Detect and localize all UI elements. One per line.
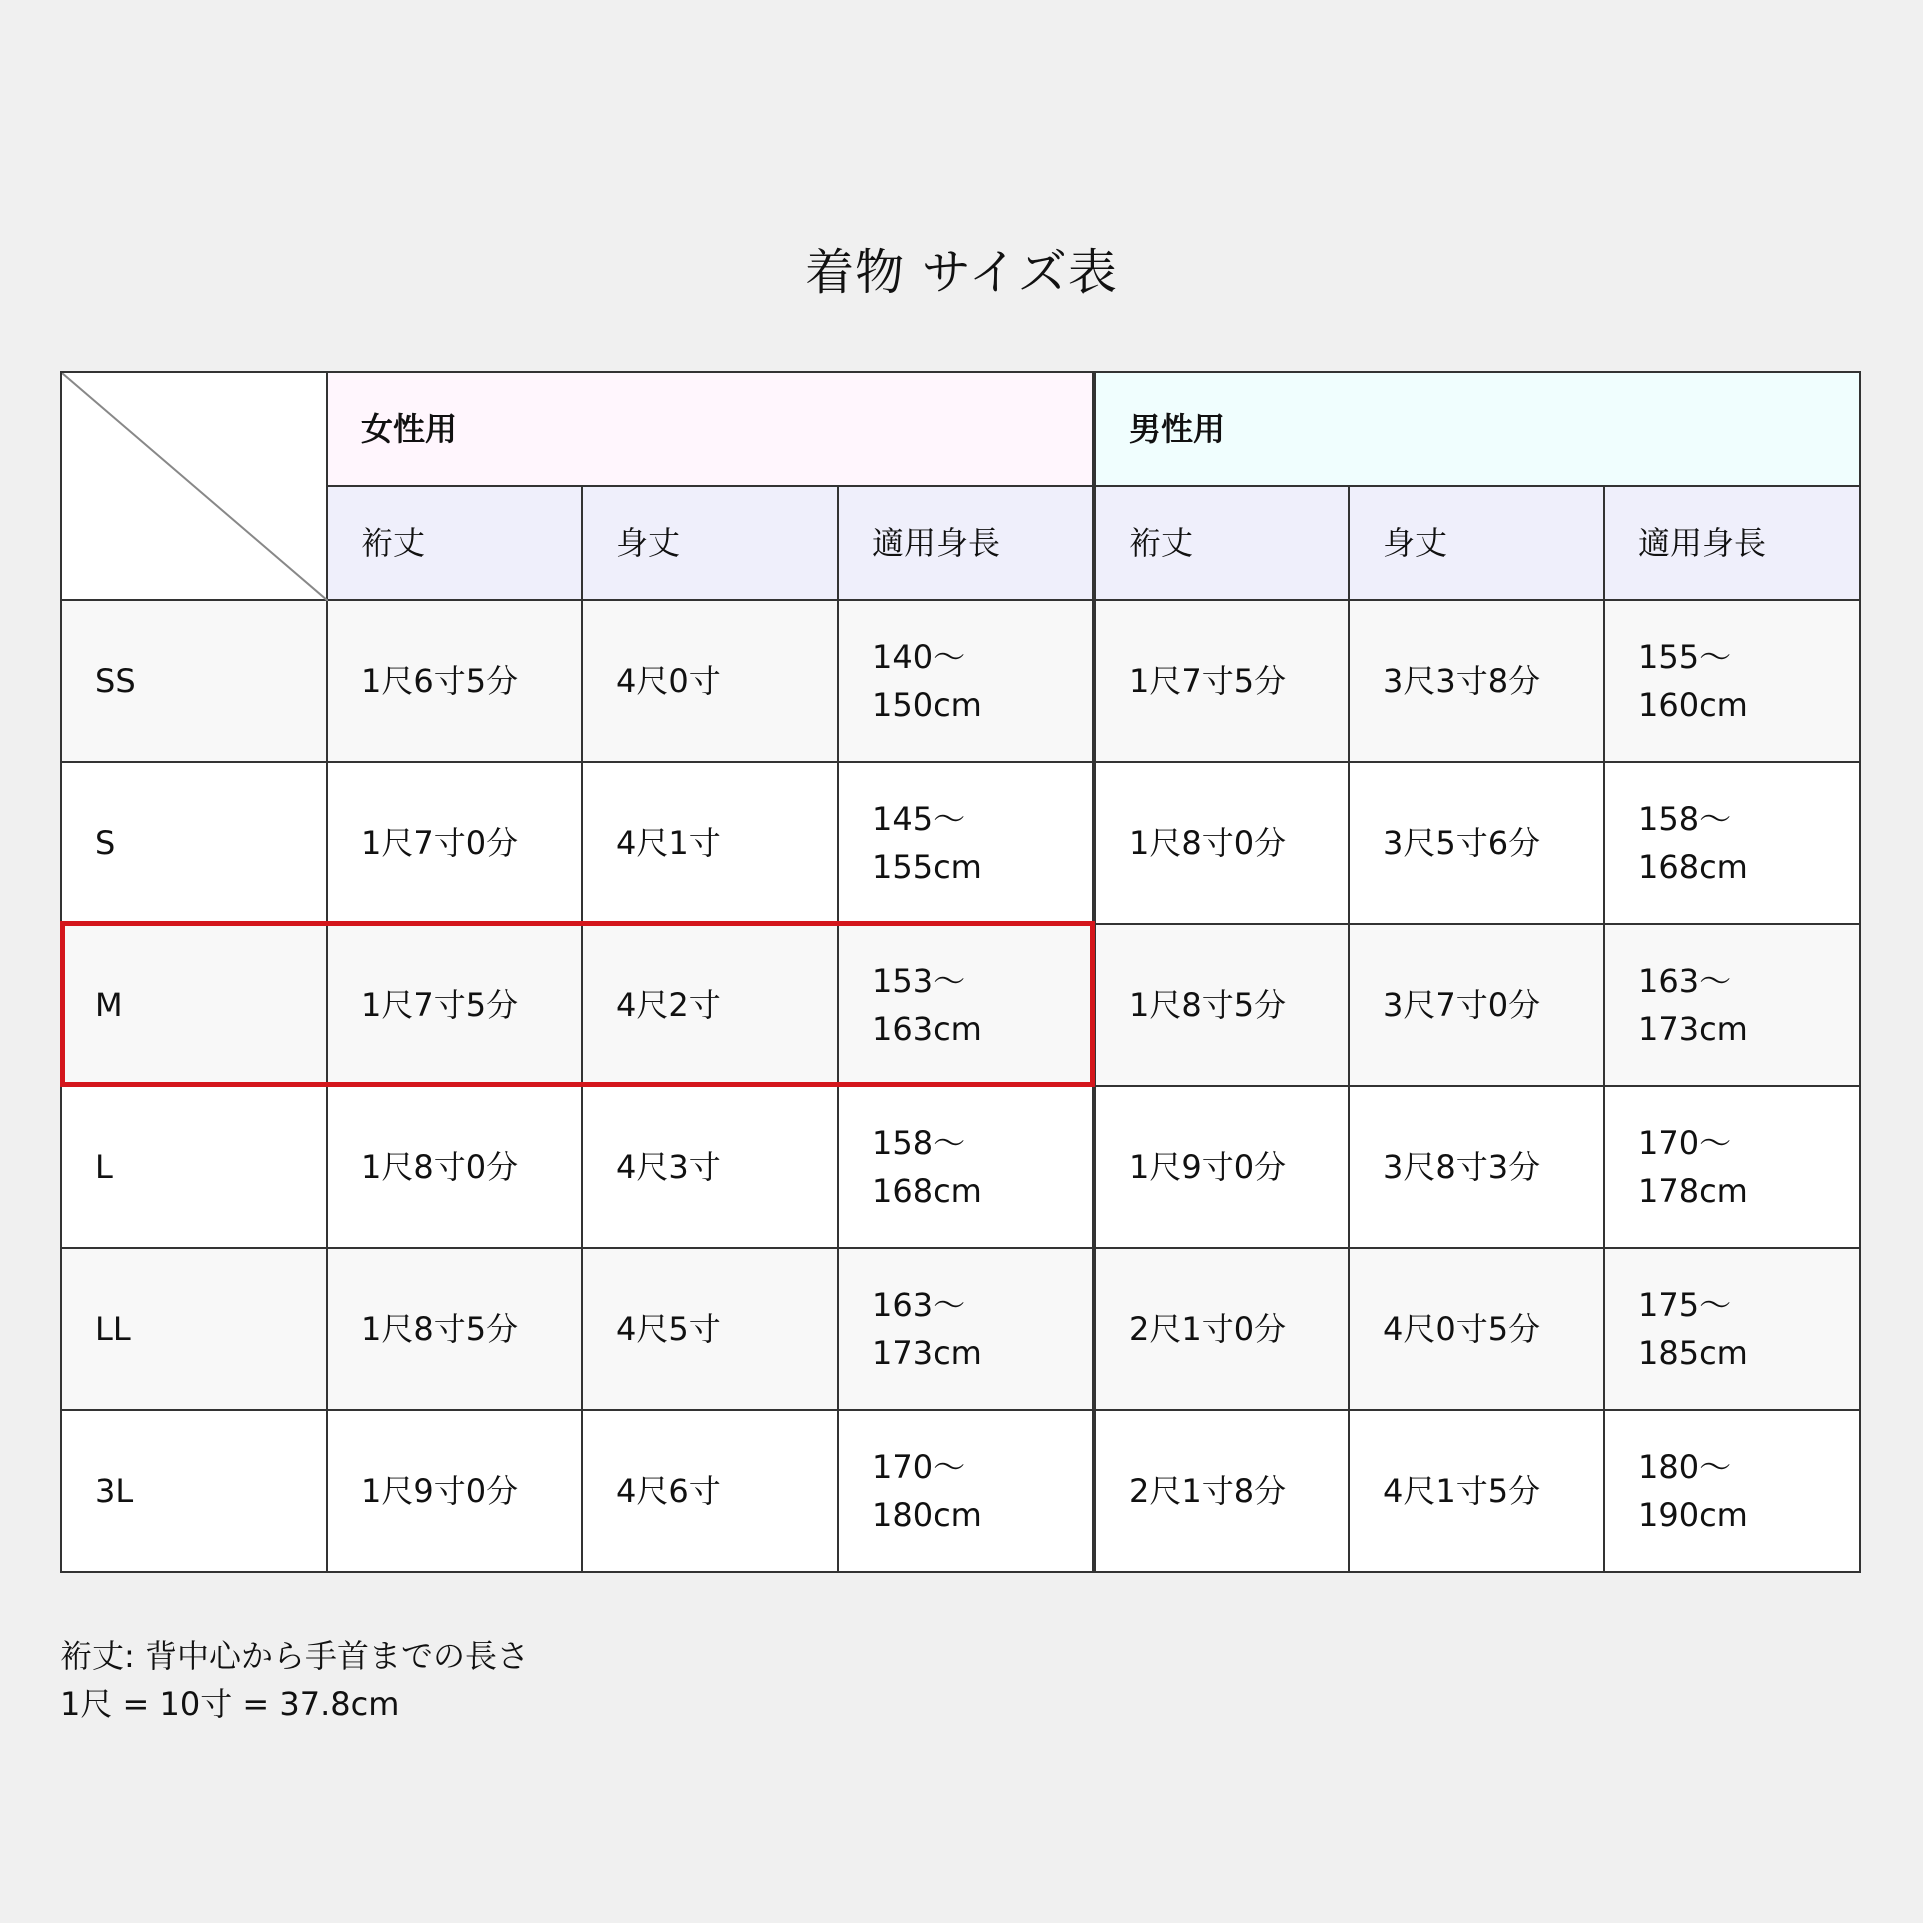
women-sleeve-length: 1尺6寸5分 (327, 600, 582, 762)
women-sleeve-length: 1尺7寸0分 (327, 762, 582, 924)
men-sleeve-length-header: 裄丈 (1094, 486, 1349, 600)
men-body-length: 4尺1寸5分 (1349, 1410, 1604, 1572)
notes (60, 1632, 529, 1728)
men-body-length: 3尺8寸3分 (1349, 1086, 1604, 1248)
table-row-m (61, 924, 1860, 1086)
men-sleeve-length: 2尺1寸8分 (1094, 1410, 1349, 1572)
size-label: 3L (61, 1410, 327, 1572)
men-sleeve-length: 1尺9寸0分 (1094, 1086, 1349, 1248)
men-height: 158〜 168cm (1604, 762, 1860, 924)
diagonal-line (62, 373, 328, 601)
women-height: 140〜 150cm (838, 600, 1094, 762)
men-sleeve-length: 1尺8寸0分 (1094, 762, 1349, 924)
women-sleeve-length-header: 裄丈 (327, 486, 582, 600)
women-height-header: 適用身長 (838, 486, 1094, 600)
women-height: 145〜 155cm (838, 762, 1094, 924)
size-label: S (61, 762, 327, 924)
women-body-length: 4尺0寸 (582, 600, 838, 762)
size-table (60, 371, 1861, 1573)
men-height: 175〜 185cm (1604, 1248, 1860, 1410)
women-body-length: 4尺6寸 (582, 1410, 838, 1572)
men-body-length: 3尺7寸0分 (1349, 924, 1604, 1086)
table-row-3l (61, 1410, 1860, 1572)
women-height: 153〜 163cm (838, 924, 1094, 1086)
women-body-length: 4尺2寸 (582, 924, 838, 1086)
women-body-length: 4尺1寸 (582, 762, 838, 924)
men-group-header: 男性用 (1094, 372, 1860, 486)
men-height: 180〜 190cm (1604, 1410, 1860, 1572)
men-sleeve-length: 1尺7寸5分 (1094, 600, 1349, 762)
table-row-ss (61, 600, 1860, 762)
women-sleeve-length: 1尺9寸0分 (327, 1410, 582, 1572)
women-sleeve-length: 1尺8寸5分 (327, 1248, 582, 1410)
corner-cell (61, 372, 327, 600)
size-label: L (61, 1086, 327, 1248)
men-height: 163〜 173cm (1604, 924, 1860, 1086)
table-row-l (61, 1086, 1860, 1248)
men-sleeve-length: 2尺1寸0分 (1094, 1248, 1349, 1410)
men-height: 155〜 160cm (1604, 600, 1860, 762)
men-body-length-header: 身丈 (1349, 486, 1604, 600)
men-height: 170〜 178cm (1604, 1086, 1860, 1248)
women-body-length: 4尺5寸 (582, 1248, 838, 1410)
size-label: LL (61, 1248, 327, 1410)
men-body-length: 3尺3寸8分 (1349, 600, 1604, 762)
women-sleeve-length: 1尺8寸0分 (327, 1086, 582, 1248)
men-body-length: 3尺5寸6分 (1349, 762, 1604, 924)
men-sleeve-length: 1尺8寸5分 (1094, 924, 1349, 1086)
page-title: 着物 サイズ表 (805, 244, 1118, 301)
women-body-length: 4尺3寸 (582, 1086, 838, 1248)
size-label: M (61, 924, 327, 1086)
table-row-s (61, 762, 1860, 924)
note-sleeve-definition: 裄丈: 背中心から手首までの長さ (60, 1637, 529, 1675)
men-body-length: 4尺0寸5分 (1349, 1248, 1604, 1410)
men-height-header: 適用身長 (1604, 486, 1860, 600)
size-label: SS (61, 600, 327, 762)
women-height: 158〜 168cm (838, 1086, 1094, 1248)
note-unit-conversion: 1尺 = 10寸 = 37.8cm (60, 1685, 400, 1723)
women-height: 163〜 173cm (838, 1248, 1094, 1410)
table-row-ll (61, 1248, 1860, 1410)
women-height: 170〜 180cm (838, 1410, 1094, 1572)
women-body-length-header: 身丈 (582, 486, 838, 600)
women-sleeve-length: 1尺7寸5分 (327, 924, 582, 1086)
women-group-header: 女性用 (327, 372, 1094, 486)
